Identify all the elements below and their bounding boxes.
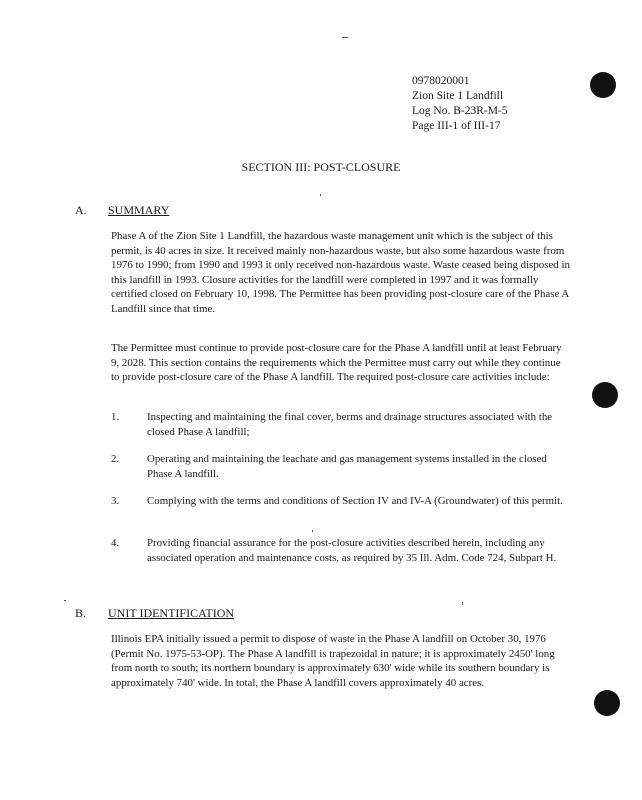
- list-item-number: 1.: [111, 411, 120, 423]
- section-title: SECTION III: POST-CLOSURE: [241, 160, 401, 174]
- scan-speck: [312, 530, 313, 532]
- punch-hole-middle: [592, 382, 618, 408]
- punch-hole-top: [590, 72, 616, 98]
- section-b-heading: [75, 606, 295, 622]
- section-a-title: SUMMARY: [108, 203, 170, 217]
- scan-speck: [342, 37, 348, 38]
- document-header: [412, 74, 508, 134]
- section-b-letter: B.: [75, 606, 87, 620]
- log-number: Log No. B-23R-M-5: [412, 105, 508, 117]
- list-item-text: Inspecting and maintaining the final cover, berms and drainage structures associated with the closed Phase A landfill;: [147, 411, 553, 438]
- scan-speck: [320, 194, 321, 196]
- list-item-number: 4.: [111, 537, 120, 549]
- document-id: 0978020001: [412, 75, 470, 87]
- scan-speck: [64, 600, 66, 601]
- summary-paragraph-1: Phase A of the Zion Site 1 Landfill, the hazardous waste management unit which is the subject of this permit, is 40 acres in size. It received mainly non-hazardous waste, but also some hazardous waste from 1976 to 1990; from 1990 and 1993 it only received non-hazardous waste. Waste ceased being disposed in this landfill in 1993. Closure activities for the landfill were completed in 1997 and it was formally certified closed on February 10, 1998. The Permittee has been providing post-closure care of the Phase A Landfill since that time.: [111, 230, 570, 315]
- unit-identification-paragraph: Illinois EPA initially issued a permit to dispose of waste in the Phase A landfill on October 30, 1976 (Permit No. 1975-53-OP). The Phase A landfill is trapezoidal in nature; it is approximately 2450' long from north to south; its northern boundary is approximately 630' wide while its southern boundary is approximately 740' wide. In total, the Phase A landfill covers approximately 40 acres.: [111, 633, 555, 689]
- scan-speck: [462, 602, 463, 605]
- punch-hole-bottom: [594, 690, 620, 716]
- section-a-letter: A.: [75, 203, 87, 217]
- list-item-number: 3.: [111, 495, 120, 507]
- site-name: Zion Site 1 Landfill: [412, 90, 504, 102]
- section-b-title: UNIT IDENTIFICATION: [108, 606, 235, 620]
- list-item-number: 2.: [111, 453, 120, 465]
- list-item-text: Operating and maintaining the leachate and gas management systems installed in the closed Phase A landfill.: [147, 453, 547, 480]
- summary-paragraph-2: The Permittee must continue to provide post-closure care for the Phase A landfill until at least February 9, 2028. This section contains the requirements which the Permittee must carry out while they continue to provide post-closure care of the Phase A landfill. The required post-closure care activities include:: [111, 342, 562, 384]
- list-item-text: Complying with the terms and conditions of Section IV and IV-A (Groundwater) of this permit.: [147, 495, 563, 507]
- page-number: Page III-1 of III-17: [412, 120, 501, 132]
- section-a-heading: [75, 203, 275, 219]
- list-item-text: Providing financial assurance for the post-closure activities described herein, including any associated operation and maintenance costs, as required by 35 Ill. Adm. Code 724, Subpart H.: [147, 537, 557, 564]
